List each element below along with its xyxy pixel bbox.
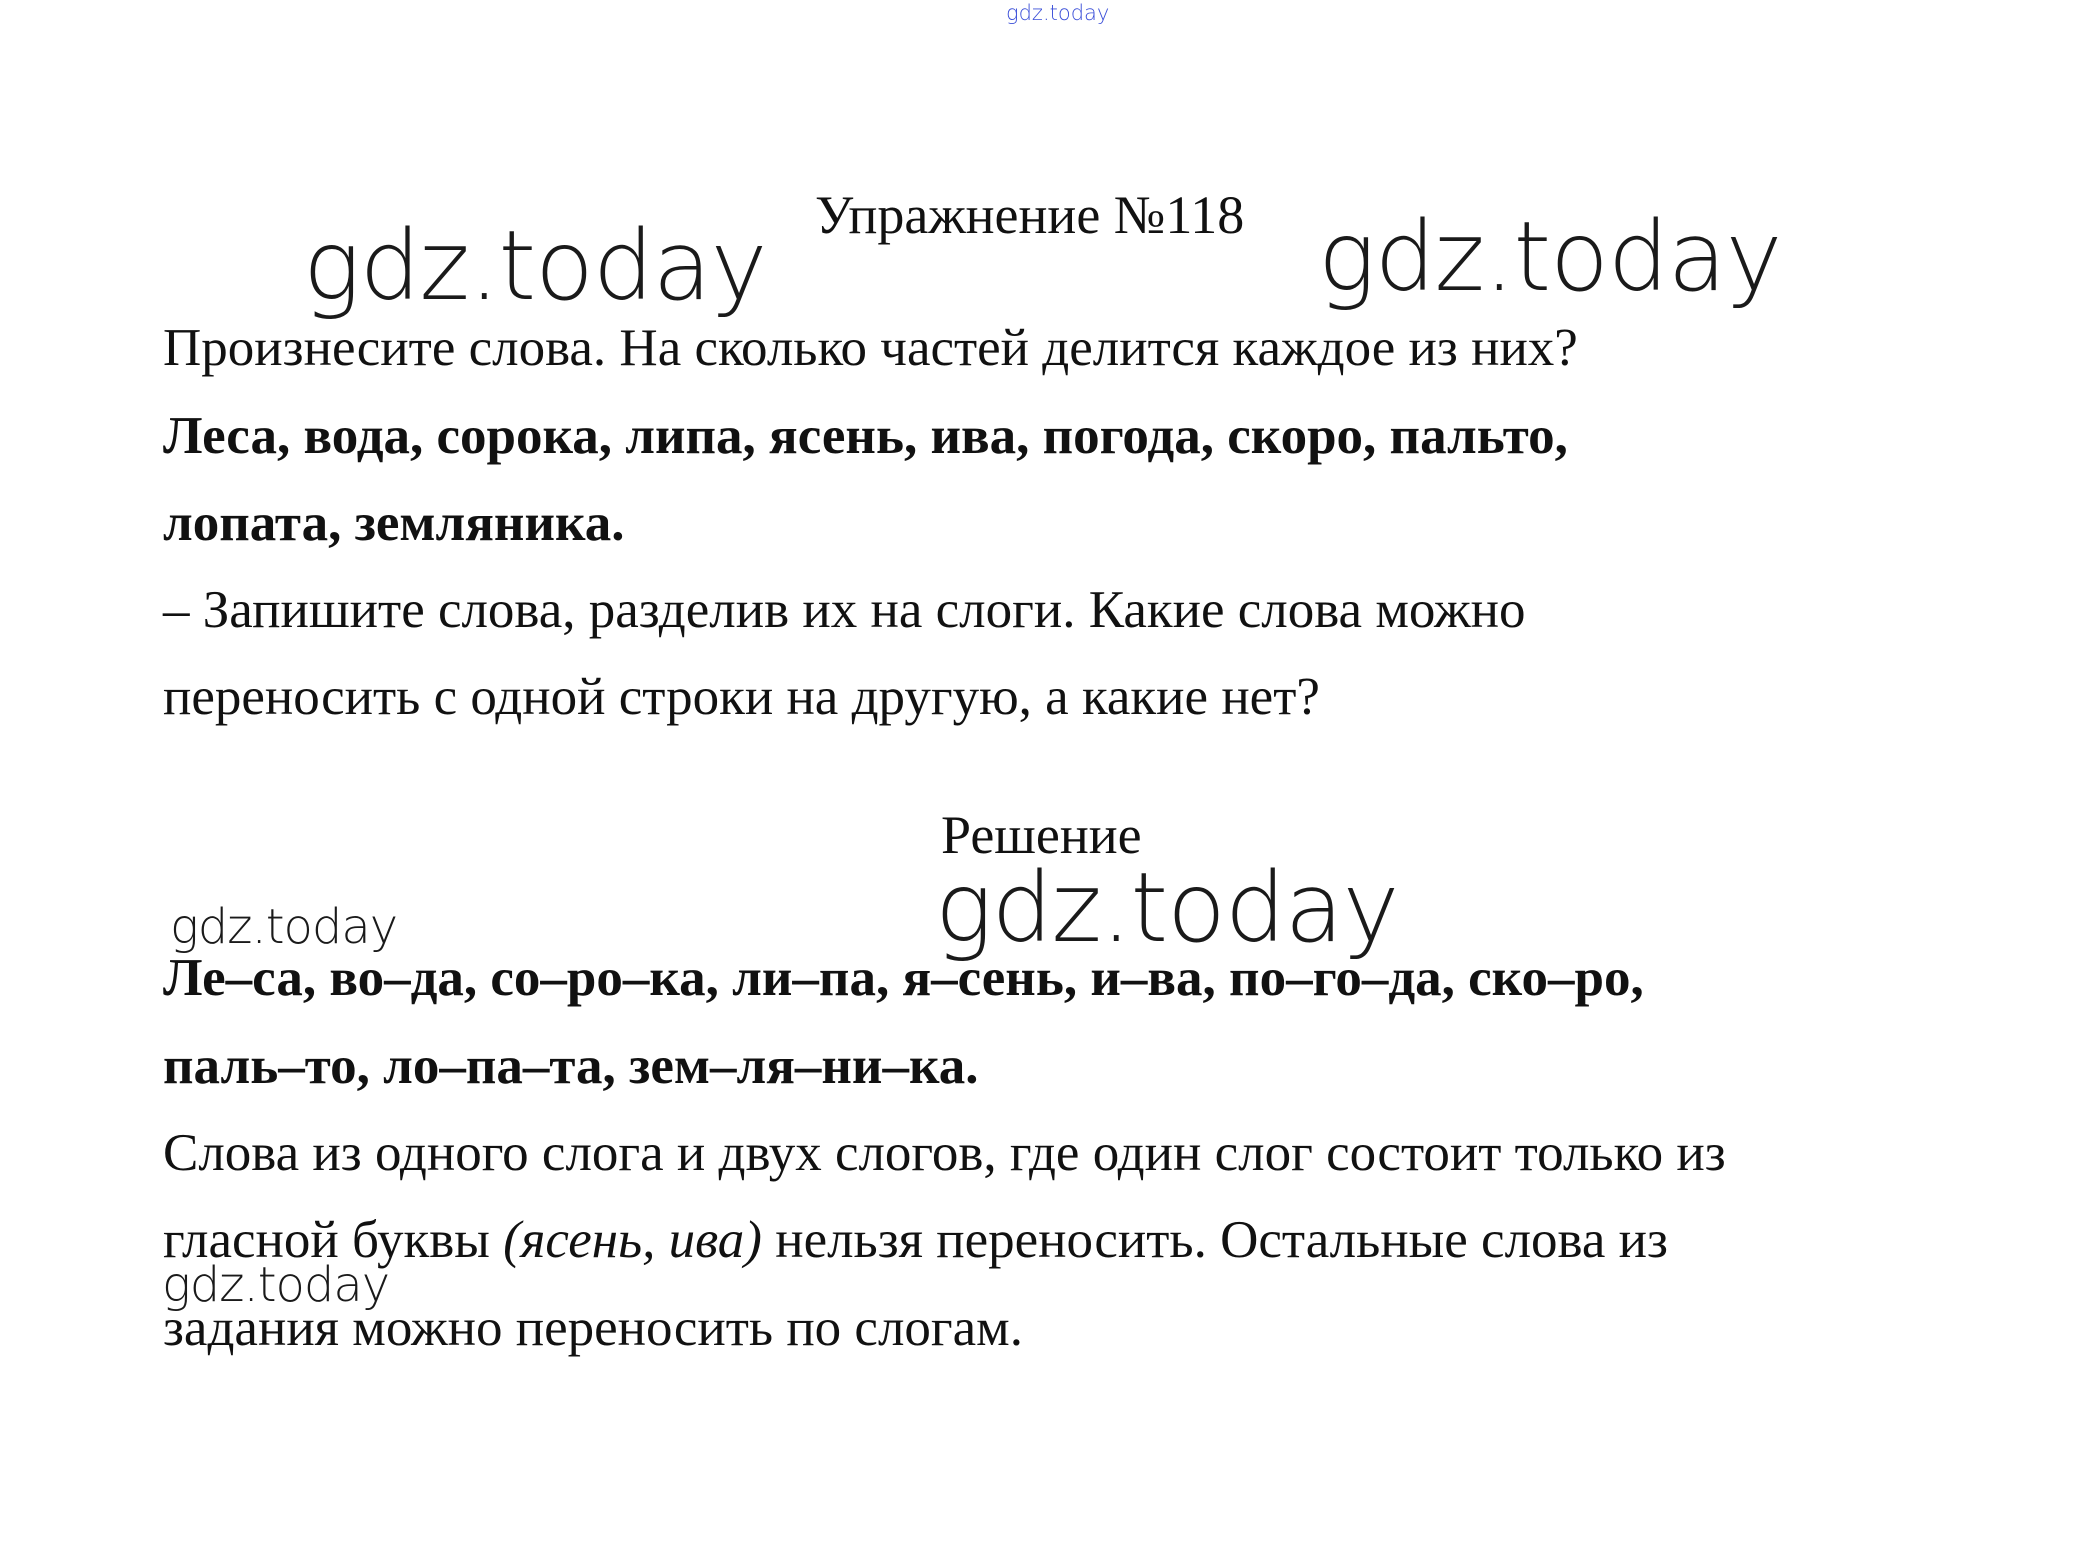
- watermark-large-left: gdz.today: [303, 210, 767, 322]
- exercise-words-line-2: лопата, земляника.: [163, 494, 625, 552]
- exercise-title: Упражнение №118: [815, 185, 1245, 245]
- exercise-words-line-1: Леса, вода, сорока, липа, ясень, ива, погода, скоро, пальто,: [163, 407, 1568, 465]
- explanation-example-words: (ясень, ива): [503, 1211, 762, 1269]
- explanation-text-before: гласной буквы: [163, 1211, 504, 1269]
- explanation-text-after: нельзя переносить. Остальные слова из: [761, 1211, 1668, 1269]
- watermark-small-left-a: gdz.today: [170, 899, 398, 955]
- exercise-instruction: Произнесите слова. На сколько частей делится каждое из них?: [163, 319, 1578, 377]
- exercise-task-line-2: переносить с одной строки на другую, а какие нет?: [163, 668, 1320, 726]
- watermark-large-center: gdz.today: [935, 852, 1399, 964]
- watermark-large-right: gdz.today: [1318, 201, 1782, 313]
- solution-explanation-line-3: задания можно переносить по слогам.: [163, 1299, 1023, 1357]
- watermark-top: gdz.today: [1006, 1, 1110, 25]
- watermark-small-left-b: gdz.today: [162, 1257, 390, 1313]
- exercise-task-line-1: – Запишите слова, разделив их на слоги. Какие слова можно: [163, 581, 1526, 639]
- solution-explanation-line-1: Слова из одного слога и двух слогов, где один слог состоит только из: [163, 1124, 1726, 1182]
- solution-syllables-line-2: паль–то, ло–па–та, зем–ля–ни–ка.: [163, 1037, 979, 1095]
- solution-syllables-line-1: Ле–са, во–да, со–ро–ка, ли–па, я–сень, и–ва, по–го–да, ско–ро,: [163, 949, 1644, 1007]
- solution-title: Решение: [941, 805, 1142, 865]
